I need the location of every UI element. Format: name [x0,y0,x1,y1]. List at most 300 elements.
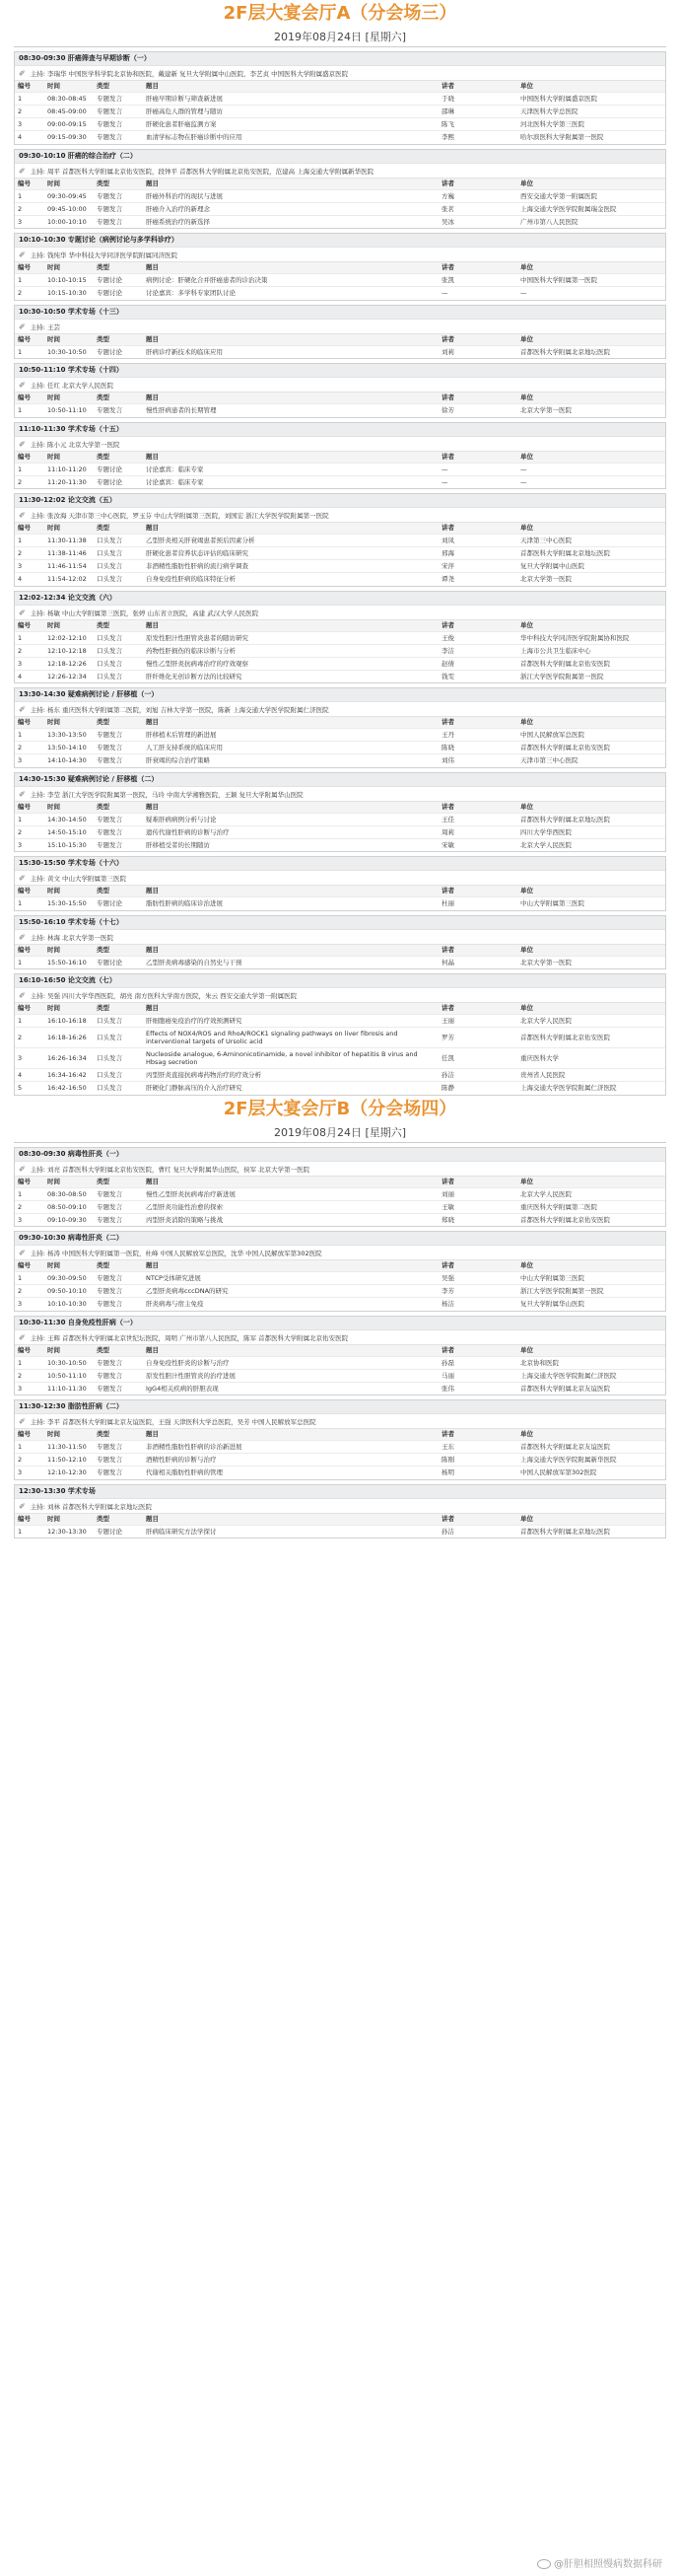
session-header [15,773,665,786]
table-cell: 孙洁 [439,1069,517,1082]
table-cell: 肝硬化患者肝癌监测方案 [143,118,439,131]
session-name: 学术专场（十七） [67,917,123,926]
table-row [15,189,665,202]
table-row [15,287,665,300]
table-cell: 中国人民解放军总医院 [517,729,665,742]
table-cell: 慢性乙型肝炎抗病毒治疗新进展 [143,1187,439,1200]
table-cell: 专题发言 [94,754,143,767]
table-row [15,1298,665,1311]
column-header: 题目 [143,178,439,189]
chair-prefix: 主持: [30,70,45,78]
table-cell: — [517,475,665,488]
table-cell: 四川大学华西医院 [517,825,665,838]
chair-prefix: 主持: [30,1502,45,1511]
column-header: 题目 [143,1513,439,1525]
table-row [15,897,665,910]
column-header: 编号 [15,333,44,345]
chair-names: 张汝海 天津市第三中心医院，罗玉芬 中山大学附属第三医院，刘国宏 浙江大学医学院附属第一医院 [46,512,329,520]
table-cell: 首都医科大学附属北京友谊医院 [517,1441,665,1454]
session-block [14,1316,666,1396]
table-cell: 2 [15,202,44,215]
table-cell: 肝癌早期诊断与筛查新进展 [143,93,439,106]
table-cell: 3 [15,118,44,131]
table-row [15,463,665,475]
table-cell: 北京大学人民医院 [517,838,665,851]
chair-prefix: 主持: [30,512,45,520]
table-cell: 徐芳 [439,404,517,417]
table-cell: 10:50-11:10 [44,404,94,417]
table-cell: 刘凤 [439,535,517,547]
session-table [15,885,665,910]
column-header: 单位 [517,1513,665,1525]
column-header: 讲者 [439,178,517,189]
table-cell: 1 [15,189,44,202]
session-header [15,494,665,507]
table-cell: 专题发言 [94,729,143,742]
session-block [14,915,666,970]
table-cell: 杨洁 [439,1298,517,1311]
table-cell: 任凯 [439,1048,517,1069]
chair-prefix: 主持: [30,1165,45,1174]
table-cell: 上海市公共卫生临床中心 [517,644,665,657]
table-row [15,631,665,644]
table-cell: 宋萍 [439,560,517,573]
column-header: 类型 [94,451,143,463]
column-header: 时间 [44,262,94,274]
table-cell: 专题讨论 [94,463,143,475]
table-cell: 孙洁 [439,1525,517,1538]
column-header: 题目 [143,1003,439,1015]
session-table [15,1428,665,1479]
table-cell: 3 [15,754,44,767]
column-header: 编号 [15,1429,44,1441]
column-header: 题目 [143,1260,439,1272]
table-cell: 重庆医科大学 [517,1048,665,1069]
table-header-row [15,1260,665,1272]
table-cell: 2 [15,742,44,754]
table-cell: 浙江大学医学院附属第一医院 [517,670,665,682]
table-cell: 14:30-14:50 [44,813,94,825]
table-cell: 上海交通大学医学院附属瑞金医院 [517,202,665,215]
table-cell: 专题发言 [94,1200,143,1213]
table-row [15,670,665,682]
table-cell: 复旦大学附属华山医院 [517,1298,665,1311]
table-cell: 2 [15,475,44,488]
table-cell: 1 [15,404,44,417]
session-chairs [15,319,665,333]
table-cell: 于晓 [439,93,517,106]
table-cell: 口头发言 [94,560,143,573]
table-header-row [15,619,665,631]
table-row [15,1441,665,1454]
session-header [15,916,665,929]
table-cell: 赵倩 [439,657,517,670]
pin-icon: ✐ [19,874,26,883]
column-header: 题目 [143,393,439,404]
column-header: 单位 [517,944,665,956]
table-cell: 1 [15,1441,44,1454]
table-cell: 口头发言 [94,547,143,560]
table-cell: 16:18-16:26 [44,1028,94,1048]
table-cell: 疑难肝病病例分析与讨论 [143,813,439,825]
table-cell: 慢性乙型肝炎抗病毒治疗的疗效观察 [143,657,439,670]
table-cell: 谭尧 [439,573,517,586]
session-header [15,1317,665,1329]
table-cell: 首都医科大学附属北京地坛医院 [517,345,665,358]
column-header: 题目 [143,333,439,345]
table-row [15,404,665,417]
table-cell: 口头发言 [94,670,143,682]
table-row [15,1187,665,1200]
table-cell: 16:42-16:50 [44,1082,94,1095]
table-cell: 中山大学附属第三医院 [517,1272,665,1285]
table-cell: 08:30-08:50 [44,1187,94,1200]
table-row [15,131,665,144]
chair-names: 钱纯华 华中科技大学同济医学院附属同济医院 [46,251,178,259]
table-cell: 10:00-10:10 [44,215,94,228]
column-header: 单位 [517,262,665,274]
session-chairs [15,1413,665,1428]
chair-names: 吴强 四川大学华西医院，胡亮 南方医科大学南方医院，朱云 西安交通大学第一附属医院 [46,992,298,1000]
session-block [14,591,666,684]
table-cell: 1 [15,1272,44,1285]
table-cell: 1 [15,535,44,547]
table-cell: 肝移植术后管理的新进展 [143,729,439,742]
column-header: 时间 [44,393,94,404]
table-cell: IgG4相关疾病的肝胆表现 [143,1382,439,1395]
table-cell: 专题发言 [94,1356,143,1369]
table-cell: 1 [15,956,44,968]
column-header: 单位 [517,81,665,93]
table-cell: 1 [15,631,44,644]
table-cell: 北京大学第一医院 [517,404,665,417]
table-row [15,813,665,825]
column-header: 类型 [94,1260,143,1272]
column-header: 类型 [94,1429,143,1441]
table-cell: 首都医科大学附属北京佑安医院 [517,742,665,754]
session-name: 病毒性肝炎（一） [67,1149,123,1158]
session-name: 论文交流（七） [67,976,116,984]
column-header: 编号 [15,523,44,535]
table-cell: 丙型肝炎消除的策略与挑战 [143,1213,439,1226]
pin-icon: ✐ [19,608,26,617]
session-name: 专题讨论（病例讨论与多学科诊疗） [67,236,178,244]
session-time: 10:30-10:50 [19,307,66,316]
session-time: 13:30-14:30 [19,690,66,698]
session-table [15,522,665,586]
session-block [14,687,666,768]
table-cell: 吴强 [439,1272,517,1285]
table-cell: 2 [15,1285,44,1298]
pin-icon: ✐ [19,322,26,331]
table-cell: 12:10-12:30 [44,1467,94,1479]
table-cell: 口头发言 [94,657,143,670]
table-cell: 14:50-15:10 [44,825,94,838]
column-header: 编号 [15,451,44,463]
table-cell: 讨论嘉宾：临床专家 [143,475,439,488]
table-cell: 肝纤维化无创诊断方法的比较研究 [143,670,439,682]
table-row [15,1082,665,1095]
table-cell: 2 [15,106,44,118]
session-header [15,234,665,247]
table-cell: 王敏 [439,1200,517,1213]
table-row [15,825,665,838]
table-cell: 11:46-11:54 [44,560,94,573]
column-header: 编号 [15,801,44,813]
table-cell: 15:30-15:50 [44,897,94,910]
session-name: 学术专场 [67,1486,96,1495]
table-cell: 天津医科大学总医院 [517,106,665,118]
session-table [15,1513,665,1538]
table-cell: 专题发言 [94,1187,143,1200]
table-cell: 1 [15,813,44,825]
session-chairs [15,163,665,178]
table-cell: 专题讨论 [94,475,143,488]
table-header-row [15,393,665,404]
pin-icon: ✐ [19,1164,26,1174]
table-cell: 脂肪性肝病的临床诊治进展 [143,897,439,910]
session-table [15,1176,665,1227]
session-name: 学术专场（十四） [67,366,123,374]
table-cell: 首都医科大学附属北京地坛医院 [517,813,665,825]
session-table [15,1344,665,1395]
table-row [15,1200,665,1213]
column-header: 单位 [517,1429,665,1441]
table-cell: 肝炎病毒与宿主免疫 [143,1298,439,1311]
session-chairs [15,507,665,522]
table-cell: Nucleoside analogue, 6-Aminonicotinamide, a novel inhibitor of hepatitis B virus and Hbsag secretion [143,1048,439,1069]
table-cell: 张茗 [439,202,517,215]
session-block [14,233,666,301]
table-cell: 首都医科大学附属北京地坛医院 [517,1525,665,1538]
table-cell: 专题讨论 [94,345,143,358]
session-header [15,1232,665,1245]
session-chairs [15,870,665,885]
table-cell: 自身免疫性肝炎的诊断与治疗 [143,1356,439,1369]
table-cell: 郑晓 [439,1213,517,1226]
weibo-logo-icon [537,2559,551,2569]
table-cell: 09:10-09:30 [44,1213,94,1226]
table-cell: 口头发言 [94,1015,143,1028]
table-cell: 贵州省人民医院 [517,1069,665,1082]
table-cell: 10:30-10:50 [44,345,94,358]
table-cell: 陈静 [439,1082,517,1095]
column-header: 时间 [44,1176,94,1187]
chair-prefix: 主持: [30,933,45,942]
table-cell: 11:10-11:30 [44,1382,94,1395]
table-row [15,644,665,657]
session-name: 学术专场（十五） [67,424,123,433]
table-cell: 专题讨论 [94,1525,143,1538]
session-time: 12:02-12:34 [19,593,66,602]
table-cell: 3 [15,560,44,573]
table-cell: 肝细胞癌免疫治疗的疗效预测研究 [143,1015,439,1028]
table-cell: 王东 [439,1441,517,1454]
table-cell: 首都医科大学附属北京友谊医院 [517,1382,665,1395]
column-header: 类型 [94,81,143,93]
session-chairs [15,247,665,261]
session-chairs [15,605,665,619]
pin-icon: ✐ [19,1249,26,1257]
table-row [15,1369,665,1382]
table-cell: 12:18-12:26 [44,657,94,670]
table-cell: 3 [15,1467,44,1479]
table-cell: 北京大学人民医院 [517,1015,665,1028]
hall-title: 2F层大宴会厅B（分会场四） [223,1098,457,1119]
table-cell: 上海交通大学医学院附属新华医院 [517,1454,665,1467]
table-cell: 中国人民解放军第302医院 [517,1467,665,1479]
table-cell: 慢性肝病患者的长期管理 [143,404,439,417]
table-cell: 1 [15,463,44,475]
table-cell: 王俊 [439,631,517,644]
column-header: 题目 [143,1429,439,1441]
table-cell: 专题发言 [94,106,143,118]
table-cell: 孙磊 [439,1356,517,1369]
session-header [15,364,665,377]
column-header: 题目 [143,1344,439,1356]
column-header: 题目 [143,619,439,631]
table-cell: 天津第三中心医院 [517,535,665,547]
column-header: 时间 [44,333,94,345]
column-header: 类型 [94,944,143,956]
table-cell: 杜丽 [439,897,517,910]
table-cell: 专题发言 [94,838,143,851]
session-chairs [15,1498,665,1513]
session-time: 11:10-11:30 [19,424,66,433]
table-row [15,1069,665,1082]
column-header: 讲者 [439,81,517,93]
table-row [15,475,665,488]
column-header: 单位 [517,178,665,189]
table-header-row [15,1176,665,1187]
session-chairs [15,929,665,944]
session-time: 11:30-12:02 [19,496,66,504]
session-header [15,1485,665,1498]
column-header: 时间 [44,81,94,93]
table-cell: 浙江大学医学院附属第一医院 [517,1285,665,1298]
table-cell: 2 [15,1200,44,1213]
table-cell: 北京协和医院 [517,1356,665,1369]
column-header: 时间 [44,801,94,813]
session-block [14,149,666,230]
table-header-row [15,717,665,729]
session-table [15,80,665,144]
column-header: 讲者 [439,333,517,345]
table-cell: 11:10-11:20 [44,463,94,475]
table-row [15,956,665,968]
table-cell: 重庆医科大学附属第二医院 [517,1200,665,1213]
chair-names: 杨涛 中国医科大学附属第一医院，杜峰 中国人民解放军总医院，沈华 中国人民解放军第302医院 [46,1250,322,1257]
pin-icon: ✐ [19,511,26,520]
table-cell: 12:10-12:18 [44,644,94,657]
table-header-row [15,1003,665,1015]
session-chairs [15,786,665,801]
session-table [15,451,665,489]
session-header [15,306,665,319]
table-cell: — [439,475,517,488]
column-header: 时间 [44,717,94,729]
chair-names: 杨敏 中山大学附属第三医院，张婷 山东省立医院，高建 武汉大学人民医院 [46,608,259,617]
weibo-watermark: @肝胆相照慢病数据科研 [537,2555,662,2570]
table-cell: 李洁 [439,644,517,657]
column-header: 类型 [94,393,143,404]
column-header: 时间 [44,944,94,956]
table-cell: 专题发言 [94,93,143,106]
chair-names: 周平 首都医科大学附属北京佑安医院，段钟平 首都医科大学附属北京佑安医院，范建高 上海交通大学附属新华医院 [46,167,374,176]
table-cell: 杨明 [439,1467,517,1479]
column-header: 时间 [44,1003,94,1015]
table-cell: 09:30-09:50 [44,1272,94,1285]
column-header: 单位 [517,886,665,897]
table-header-row [15,944,665,956]
table-cell: 5 [15,1082,44,1095]
table-header-row [15,451,665,463]
column-header: 时间 [44,619,94,631]
session-block [14,363,666,418]
session-header [15,974,665,987]
table-cell: 上海交通大学医学院附属仁济医院 [517,1082,665,1095]
table-cell: 1 [15,274,44,287]
session-header [15,1148,665,1161]
chair-prefix: 主持: [30,167,45,176]
column-header: 类型 [94,523,143,535]
table-cell: 10:30-10:50 [44,1356,94,1369]
table-cell: 专题发言 [94,813,143,825]
table-header-row [15,1344,665,1356]
chair-prefix: 主持: [30,608,45,617]
table-cell: 16:34-16:42 [44,1069,94,1082]
pin-icon: ✐ [19,439,26,449]
table-row [15,106,665,118]
chair-prefix: 主持: [30,1333,45,1342]
session-table [15,944,665,969]
table-cell: 1 [15,1015,44,1028]
table-cell: 华中科技大学同济医学院附属协和医院 [517,631,665,644]
table-cell: 北京大学第一医院 [517,956,665,968]
table-cell: 乙型肝炎功能性治愈的探索 [143,1200,439,1213]
table-cell: 方巍 [439,189,517,202]
table-cell: 遗传代谢性肝病的诊断与治疗 [143,825,439,838]
table-cell: 李熙 [439,131,517,144]
session-block [14,973,666,1096]
table-cell: 16:10-16:18 [44,1015,94,1028]
session-time: 09:30-10:10 [19,151,66,160]
column-header: 类型 [94,1176,143,1187]
table-cell: 2 [15,547,44,560]
table-cell: 西安交通大学第一附属医院 [517,189,665,202]
table-cell: 09:50-10:10 [44,1285,94,1298]
session-name: 疑难病例讨论 / 肝移植（二） [67,774,159,783]
column-header: 单位 [517,451,665,463]
table-cell: 河北医科大学第三医院 [517,118,665,131]
column-header: 讲者 [439,1429,517,1441]
column-header: 单位 [517,717,665,729]
table-cell: 专题发言 [94,1213,143,1226]
table-cell: 张凯 [439,274,517,287]
table-cell: 11:20-11:30 [44,475,94,488]
table-cell: 09:45-10:00 [44,202,94,215]
table-cell: 专题发言 [94,215,143,228]
table-cell: 肝病诊疗新技术的临床应用 [143,345,439,358]
session-name: 肝癌筛查与早期诊断（一） [67,54,151,62]
table-cell: 16:26-16:34 [44,1048,94,1069]
table-cell: 原发性胆汁性胆管炎的治疗进展 [143,1369,439,1382]
column-header: 单位 [517,393,665,404]
session-chairs [15,987,665,1002]
table-cell: 专题发言 [94,1454,143,1467]
table-cell: 钱雯 [439,670,517,682]
table-cell: 2 [15,287,44,300]
